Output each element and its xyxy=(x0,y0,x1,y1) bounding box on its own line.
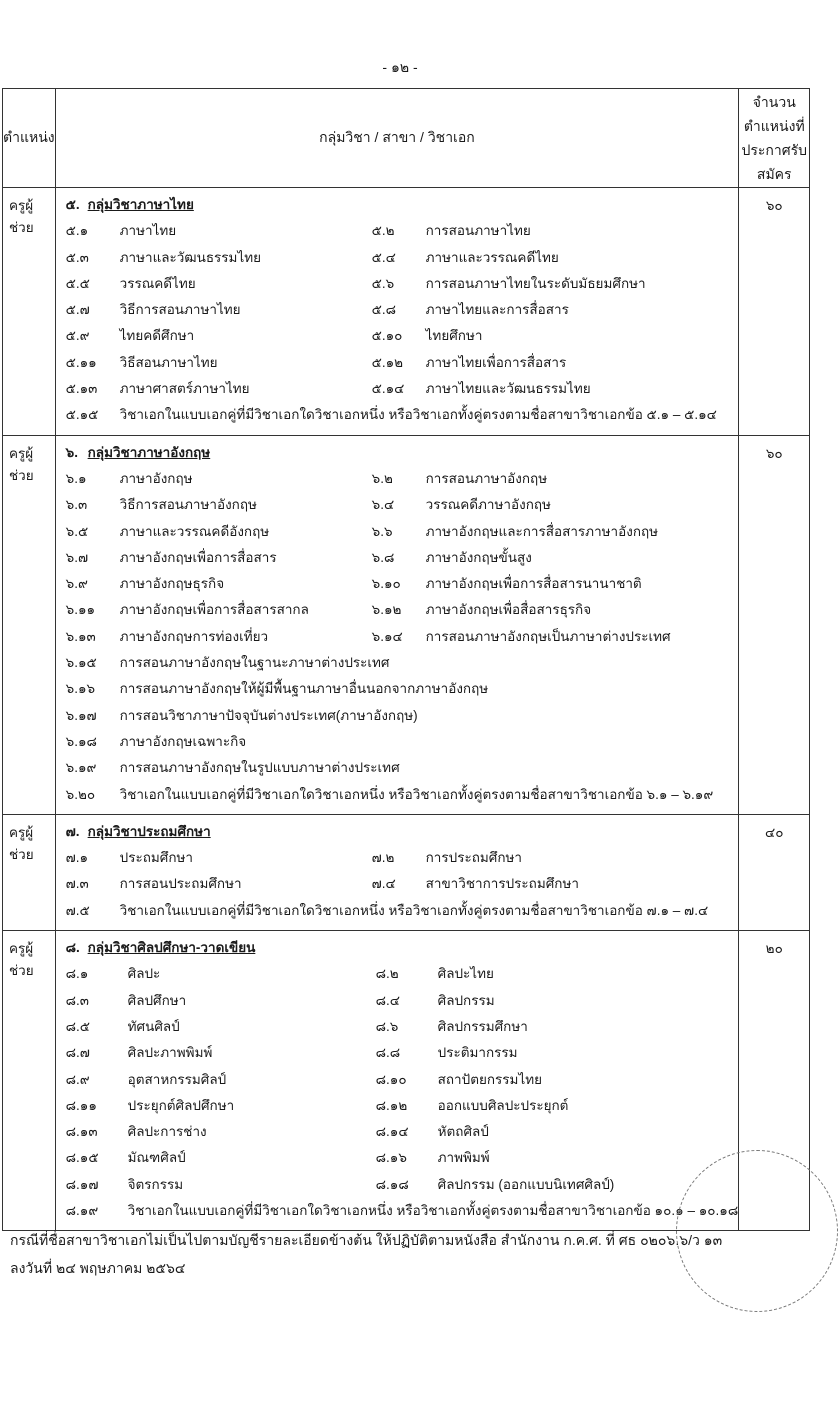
group-name: กลุ่มวิชาภาษาอังกฤษ xyxy=(87,444,211,460)
major-row xyxy=(66,755,739,781)
major-name: วิชาเอกในแบบเอกคู่ที่มีวิชาเอกใดวิชาเอกหนึ่ง หรือวิชาเอกทั้งคู่ตรงตามชื่อสาขาวิชาเอกข้อ ๕.๑ – ๕.๑๔ xyxy=(119,407,717,423)
major-name: หัตถศิลป์ xyxy=(437,1124,489,1140)
major-number: ๖.๑๒ xyxy=(371,602,402,618)
major-number: ๘.๘ xyxy=(375,1045,401,1061)
major-name: ศิลปกรรม (ออกแบบนิเทศศิลป์) xyxy=(437,1176,615,1192)
major-name: ศิลปะไทย xyxy=(437,966,494,982)
major-name: ภาษาและวัฒนธรรมไทย xyxy=(119,249,262,265)
major-pair-row xyxy=(66,845,739,871)
major-number: ๖.๑๙ xyxy=(65,760,97,776)
major-number: ๘.๒ xyxy=(375,966,399,982)
major-number: ๕.๑๒ xyxy=(371,354,404,370)
major-pair-row xyxy=(66,519,739,545)
major-name: ภาษาอังกฤษการท่องเที่ยว xyxy=(119,628,269,644)
major-name: ภาษาไทยเพื่อการสื่อสาร xyxy=(425,354,567,370)
major-number: ๕.๙ xyxy=(65,328,90,344)
group-number: ๘. xyxy=(65,940,80,956)
major-number: ๘.๖ xyxy=(375,1018,399,1034)
major-name: การประถมศึกษา xyxy=(425,850,522,866)
major-name: การสอนภาษาอังกฤษให้ผู้มีพื้นฐานภาษาอื่นนอกจากภาษาอังกฤษ xyxy=(119,681,489,697)
major-name: ภาษาอังกฤษเพื่อการสื่อสาร xyxy=(119,549,277,565)
major-name: ศิลปะภาพพิมพ์ xyxy=(127,1045,213,1061)
major-number: ๖.๘ xyxy=(371,549,395,565)
major-row xyxy=(66,676,739,702)
major-name: ภาษาอังกฤษเพื่อการสื่อสารสากล xyxy=(119,602,309,618)
footer-note xyxy=(10,1226,722,1282)
major-pair-row xyxy=(66,1119,739,1145)
major-number: ๗.๓ xyxy=(65,876,89,892)
major-row xyxy=(66,729,739,755)
major-number: ๖.๑๗ xyxy=(65,707,97,723)
group-title xyxy=(66,440,739,466)
major-number: ๘.๑๐ xyxy=(375,1071,407,1087)
major-number: ๕.๖ xyxy=(371,275,395,291)
major-name: ภาษาอังกฤษเฉพาะกิจ xyxy=(119,733,247,749)
subject-table xyxy=(2,88,810,1231)
major-name: สถาปัตยกรรมไทย xyxy=(437,1071,543,1087)
major-number: ๗.๕ xyxy=(65,902,90,918)
major-name: ไทยคดีศึกษา xyxy=(119,328,195,344)
major-pair-row xyxy=(66,571,739,597)
major-pair-row xyxy=(66,1145,739,1171)
major-number: ๕.๑๕ xyxy=(65,407,99,423)
position-cell: ครูผู้ช่วย xyxy=(3,814,56,930)
group-name: กลุ่มวิชาภาษาไทย xyxy=(87,197,194,212)
major-pair-row xyxy=(66,492,739,518)
group-title xyxy=(66,935,739,961)
major-pair-row xyxy=(66,597,739,623)
major-pair-row xyxy=(66,466,739,492)
major-number: ๘.๑๓ xyxy=(65,1124,98,1140)
major-row xyxy=(66,650,739,676)
major-number: ๕.๑ xyxy=(65,223,89,239)
major-name: การสอนวิชาภาษาปัจจุบันต่างประเทศ(ภาษาอังกฤษ) xyxy=(119,707,418,723)
major-number: ๘.๑๙ xyxy=(65,1202,99,1218)
major-number: ๘.๕ xyxy=(65,1018,91,1034)
major-number: ๕.๑๓ xyxy=(65,381,98,397)
major-number: ๖.๑๕ xyxy=(65,655,97,671)
major-pair-row xyxy=(66,245,739,271)
major-number: ๖.๒๐ xyxy=(65,786,96,802)
subject-group-cell xyxy=(55,435,739,814)
major-name: การสอนภาษาอังกฤษในฐานะภาษาต่างประเทศ xyxy=(119,655,390,671)
major-name: ภาษาอังกฤษขั้นสูง xyxy=(425,549,532,565)
major-pair-row xyxy=(66,961,739,987)
major-pair-row xyxy=(66,1014,739,1040)
major-name: ศิลปะ xyxy=(127,966,161,982)
major-name: ภาษาศาสตร์ภาษาไทย xyxy=(119,381,250,397)
footer-line-2: ลงวันที่ ๒๔ พฤษภาคม ๒๕๖๔ xyxy=(10,1260,186,1276)
major-number: ๗.๒ xyxy=(371,850,395,866)
major-number: ๖.๑๑ xyxy=(65,602,96,618)
subject-group-cell xyxy=(55,814,739,930)
major-pair-row xyxy=(66,1067,739,1093)
major-pair-row xyxy=(66,1040,739,1066)
section-row xyxy=(3,188,810,436)
major-number: ๖.๑๘ xyxy=(65,733,97,749)
major-number: ๖.๗ xyxy=(65,549,89,565)
major-number: ๗.๑ xyxy=(65,850,89,866)
header-count-text: จำนวนตำแหน่งที่ประกาศรับสมัคร xyxy=(741,94,808,182)
major-name: ภาษาอังกฤษเพื่อการสื่อสารนานาชาติ xyxy=(425,576,642,592)
major-row xyxy=(66,782,739,808)
major-number: ๖.๑ xyxy=(65,470,87,486)
major-number: ๘.๑๗ xyxy=(65,1176,99,1192)
group-number: ๖. xyxy=(65,444,78,460)
group-title xyxy=(66,192,739,218)
table-header xyxy=(3,89,810,188)
major-name: วิธีการสอนภาษาไทย xyxy=(119,302,241,318)
major-number: ๘.๓ xyxy=(65,992,90,1008)
major-number: ๕.๒ xyxy=(371,223,395,239)
major-name: ภาพพิมพ์ xyxy=(437,1150,490,1166)
page-number: - ๑๒ - xyxy=(382,59,418,75)
major-number: ๖.๖ xyxy=(371,523,393,539)
footer-line-1: กรณีที่ชื่อสาขาวิชาเอกไม่เป็นไปตามบัญชีรายละเอียดข้างต้น ให้ปฏิบัติตามหนังสือ สำนักงาน ก.ค.ศ. ที่ ศธ ๐๒๐๖.๖/ว ๑๓ xyxy=(10,1232,723,1248)
major-name: วรรณคดีไทย xyxy=(119,275,196,291)
major-name: ภาษาและวรรณคดีไทย xyxy=(425,249,559,265)
major-name: วิชาเอกในแบบเอกคู่ที่มีวิชาเอกใดวิชาเอกหนึ่ง หรือวิชาเอกทั้งคู่ตรงตามชื่อสาขาวิชาเอกข้อ ๑๐.๑ – ๑๐.๑๘ xyxy=(127,1202,739,1218)
count-cell: ๖๐ xyxy=(739,188,810,436)
major-name: ภาษาอังกฤษ xyxy=(119,470,193,486)
major-name: การสอนภาษาอังกฤษในรูปแบบภาษาต่างประเทศ xyxy=(119,760,400,776)
table-body xyxy=(3,188,810,1231)
major-name: การสอนภาษาอังกฤษเป็นภาษาต่างประเทศ xyxy=(425,628,671,644)
major-pair-row xyxy=(66,271,739,297)
major-name: ประถมศึกษา xyxy=(119,850,193,866)
major-name: ทัศนศิลป์ xyxy=(127,1018,180,1034)
group-name: กลุ่มวิชาประถมศึกษา xyxy=(87,823,211,839)
major-number: ๘.๑๖ xyxy=(375,1150,407,1166)
major-pair-row xyxy=(66,323,739,349)
major-name: ออกแบบศิลปะประยุกต์ xyxy=(437,1097,569,1113)
major-number: ๕.๘ xyxy=(371,302,397,318)
major-number: ๖.๒ xyxy=(371,470,393,486)
major-name: วิชาเอกในแบบเอกคู่ที่มีวิชาเอกใดวิชาเอกหนึ่ง หรือวิชาเอกทั้งคู่ตรงตามชื่อสาขาวิชาเอกข้อ ๖.๑ – ๖.๑๙ xyxy=(119,786,714,802)
major-row xyxy=(66,898,739,924)
major-name: จิตรกรรม xyxy=(127,1176,184,1192)
major-pair-row xyxy=(66,1172,739,1198)
major-name: วรรณคดีภาษาอังกฤษ xyxy=(425,497,551,513)
major-name: ภาษาอังกฤษเพื่อสื่อสารธุรกิจ xyxy=(425,602,592,618)
position-cell: ครูผู้ช่วย xyxy=(3,931,56,1231)
major-name: ศิลปศึกษา xyxy=(127,992,187,1008)
major-name: การสอนภาษาไทย xyxy=(425,223,531,239)
major-name: ภาษาอังกฤษและการสื่อสารภาษาอังกฤษ xyxy=(425,523,659,539)
major-row xyxy=(66,1198,739,1224)
position-cell: ครูผู้ช่วย xyxy=(3,188,56,436)
major-name: วิธีสอนภาษาไทย xyxy=(119,354,218,370)
major-row xyxy=(66,703,739,729)
header-subject: กลุ่มวิชา / สาขา / วิชาเอก xyxy=(55,89,739,188)
major-name: ภาษาอังกฤษธุรกิจ xyxy=(119,576,225,592)
major-number: ๘.๑๔ xyxy=(375,1124,409,1140)
major-name: ไทยศึกษา xyxy=(425,328,483,344)
major-number: ๕.๑๑ xyxy=(65,354,97,370)
major-number: ๘.๑ xyxy=(65,966,89,982)
major-number: ๖.๔ xyxy=(371,497,395,513)
major-name: ประยุกต์ศิลปศึกษา xyxy=(127,1097,235,1113)
major-name: การสอนภาษาไทยในระดับมัธยมศึกษา xyxy=(425,275,646,291)
major-name: ศิลปะการช่าง xyxy=(127,1124,207,1140)
major-name: ภาษาและวรรณคดีอังกฤษ xyxy=(119,523,270,539)
major-number: ๖.๑๖ xyxy=(65,681,96,697)
major-name: การสอนภาษาอังกฤษ xyxy=(425,470,548,486)
major-number: ๖.๕ xyxy=(65,523,89,539)
major-number: ๕.๕ xyxy=(65,275,90,291)
count-cell: ๖๐ xyxy=(739,435,810,814)
count-cell: ๔๐ xyxy=(739,814,810,930)
major-name: มัณฑศิลป์ xyxy=(127,1150,186,1166)
major-pair-row xyxy=(66,297,739,323)
group-number: ๕. xyxy=(65,197,80,212)
major-number: ๕.๔ xyxy=(371,249,396,265)
position-cell: ครูผู้ช่วย xyxy=(3,435,56,814)
count-cell: ๒๐ xyxy=(739,931,810,1231)
major-name: ภาษาไทยและการสื่อสาร xyxy=(425,302,569,318)
major-name: ศิลปกรรมศึกษา xyxy=(437,1018,528,1034)
major-pair-row xyxy=(66,218,739,244)
major-number: ๘.๗ xyxy=(65,1045,90,1061)
major-number: ๘.๑๘ xyxy=(375,1176,409,1192)
major-number: ๕.๑๔ xyxy=(371,381,405,397)
section-row xyxy=(3,814,810,930)
major-name: ศิลปกรรม xyxy=(437,992,495,1008)
major-name: สาขาวิชาการประถมศึกษา xyxy=(425,876,579,892)
subject-group-cell xyxy=(55,188,739,436)
subject-group-cell xyxy=(55,931,739,1231)
major-pair-row xyxy=(66,376,739,402)
major-name: ภาษาไทย xyxy=(119,223,177,239)
major-name: การสอนประถมศึกษา xyxy=(119,876,242,892)
header-count xyxy=(739,89,810,188)
major-pair-row xyxy=(66,1093,739,1119)
major-name: อุตสาหกรรมศิลป์ xyxy=(127,1071,227,1087)
group-name: กลุ่มวิชาศิลปศึกษา-วาดเขียน xyxy=(87,940,256,956)
major-number: ๖.๑๐ xyxy=(371,576,401,592)
major-name: วิชาเอกในแบบเอกคู่ที่มีวิชาเอกใดวิชาเอกหนึ่ง หรือวิชาเอกทั้งคู่ตรงตามชื่อสาขาวิชาเอกข้อ ๗.๑ – ๗.๔ xyxy=(119,902,709,918)
major-number: ๘.๔ xyxy=(375,992,401,1008)
major-name: ประติมากรรม xyxy=(437,1045,518,1061)
major-row xyxy=(66,402,739,428)
official-seal-stamp xyxy=(676,1150,838,1312)
group-number: ๗. xyxy=(65,823,80,839)
major-number: ๖.๓ xyxy=(65,497,88,513)
major-number: ๘.๑๑ xyxy=(65,1097,97,1113)
major-number: ๖.๙ xyxy=(65,576,88,592)
major-number: ๗.๔ xyxy=(371,876,396,892)
major-number: ๖.๑๔ xyxy=(371,628,403,644)
major-number: ๘.๑๕ xyxy=(65,1150,99,1166)
major-name: วิธีการสอนภาษาอังกฤษ xyxy=(119,497,257,513)
major-name: ภาษาไทยและวัฒนธรรมไทย xyxy=(425,381,591,397)
major-number: ๕.๓ xyxy=(65,249,89,265)
group-title xyxy=(66,819,739,845)
major-number: ๘.๑๒ xyxy=(375,1097,408,1113)
major-pair-row xyxy=(66,624,739,650)
major-pair-row xyxy=(66,871,739,897)
major-pair-row xyxy=(66,350,739,376)
section-row xyxy=(3,435,810,814)
major-pair-row xyxy=(66,988,739,1014)
major-number: ๕.๗ xyxy=(65,302,90,318)
major-pair-row xyxy=(66,545,739,571)
major-number: ๕.๑๐ xyxy=(371,328,403,344)
major-number: ๘.๙ xyxy=(65,1071,90,1087)
header-position: ตำแหน่ง xyxy=(3,89,56,188)
major-number: ๖.๑๓ xyxy=(65,628,96,644)
